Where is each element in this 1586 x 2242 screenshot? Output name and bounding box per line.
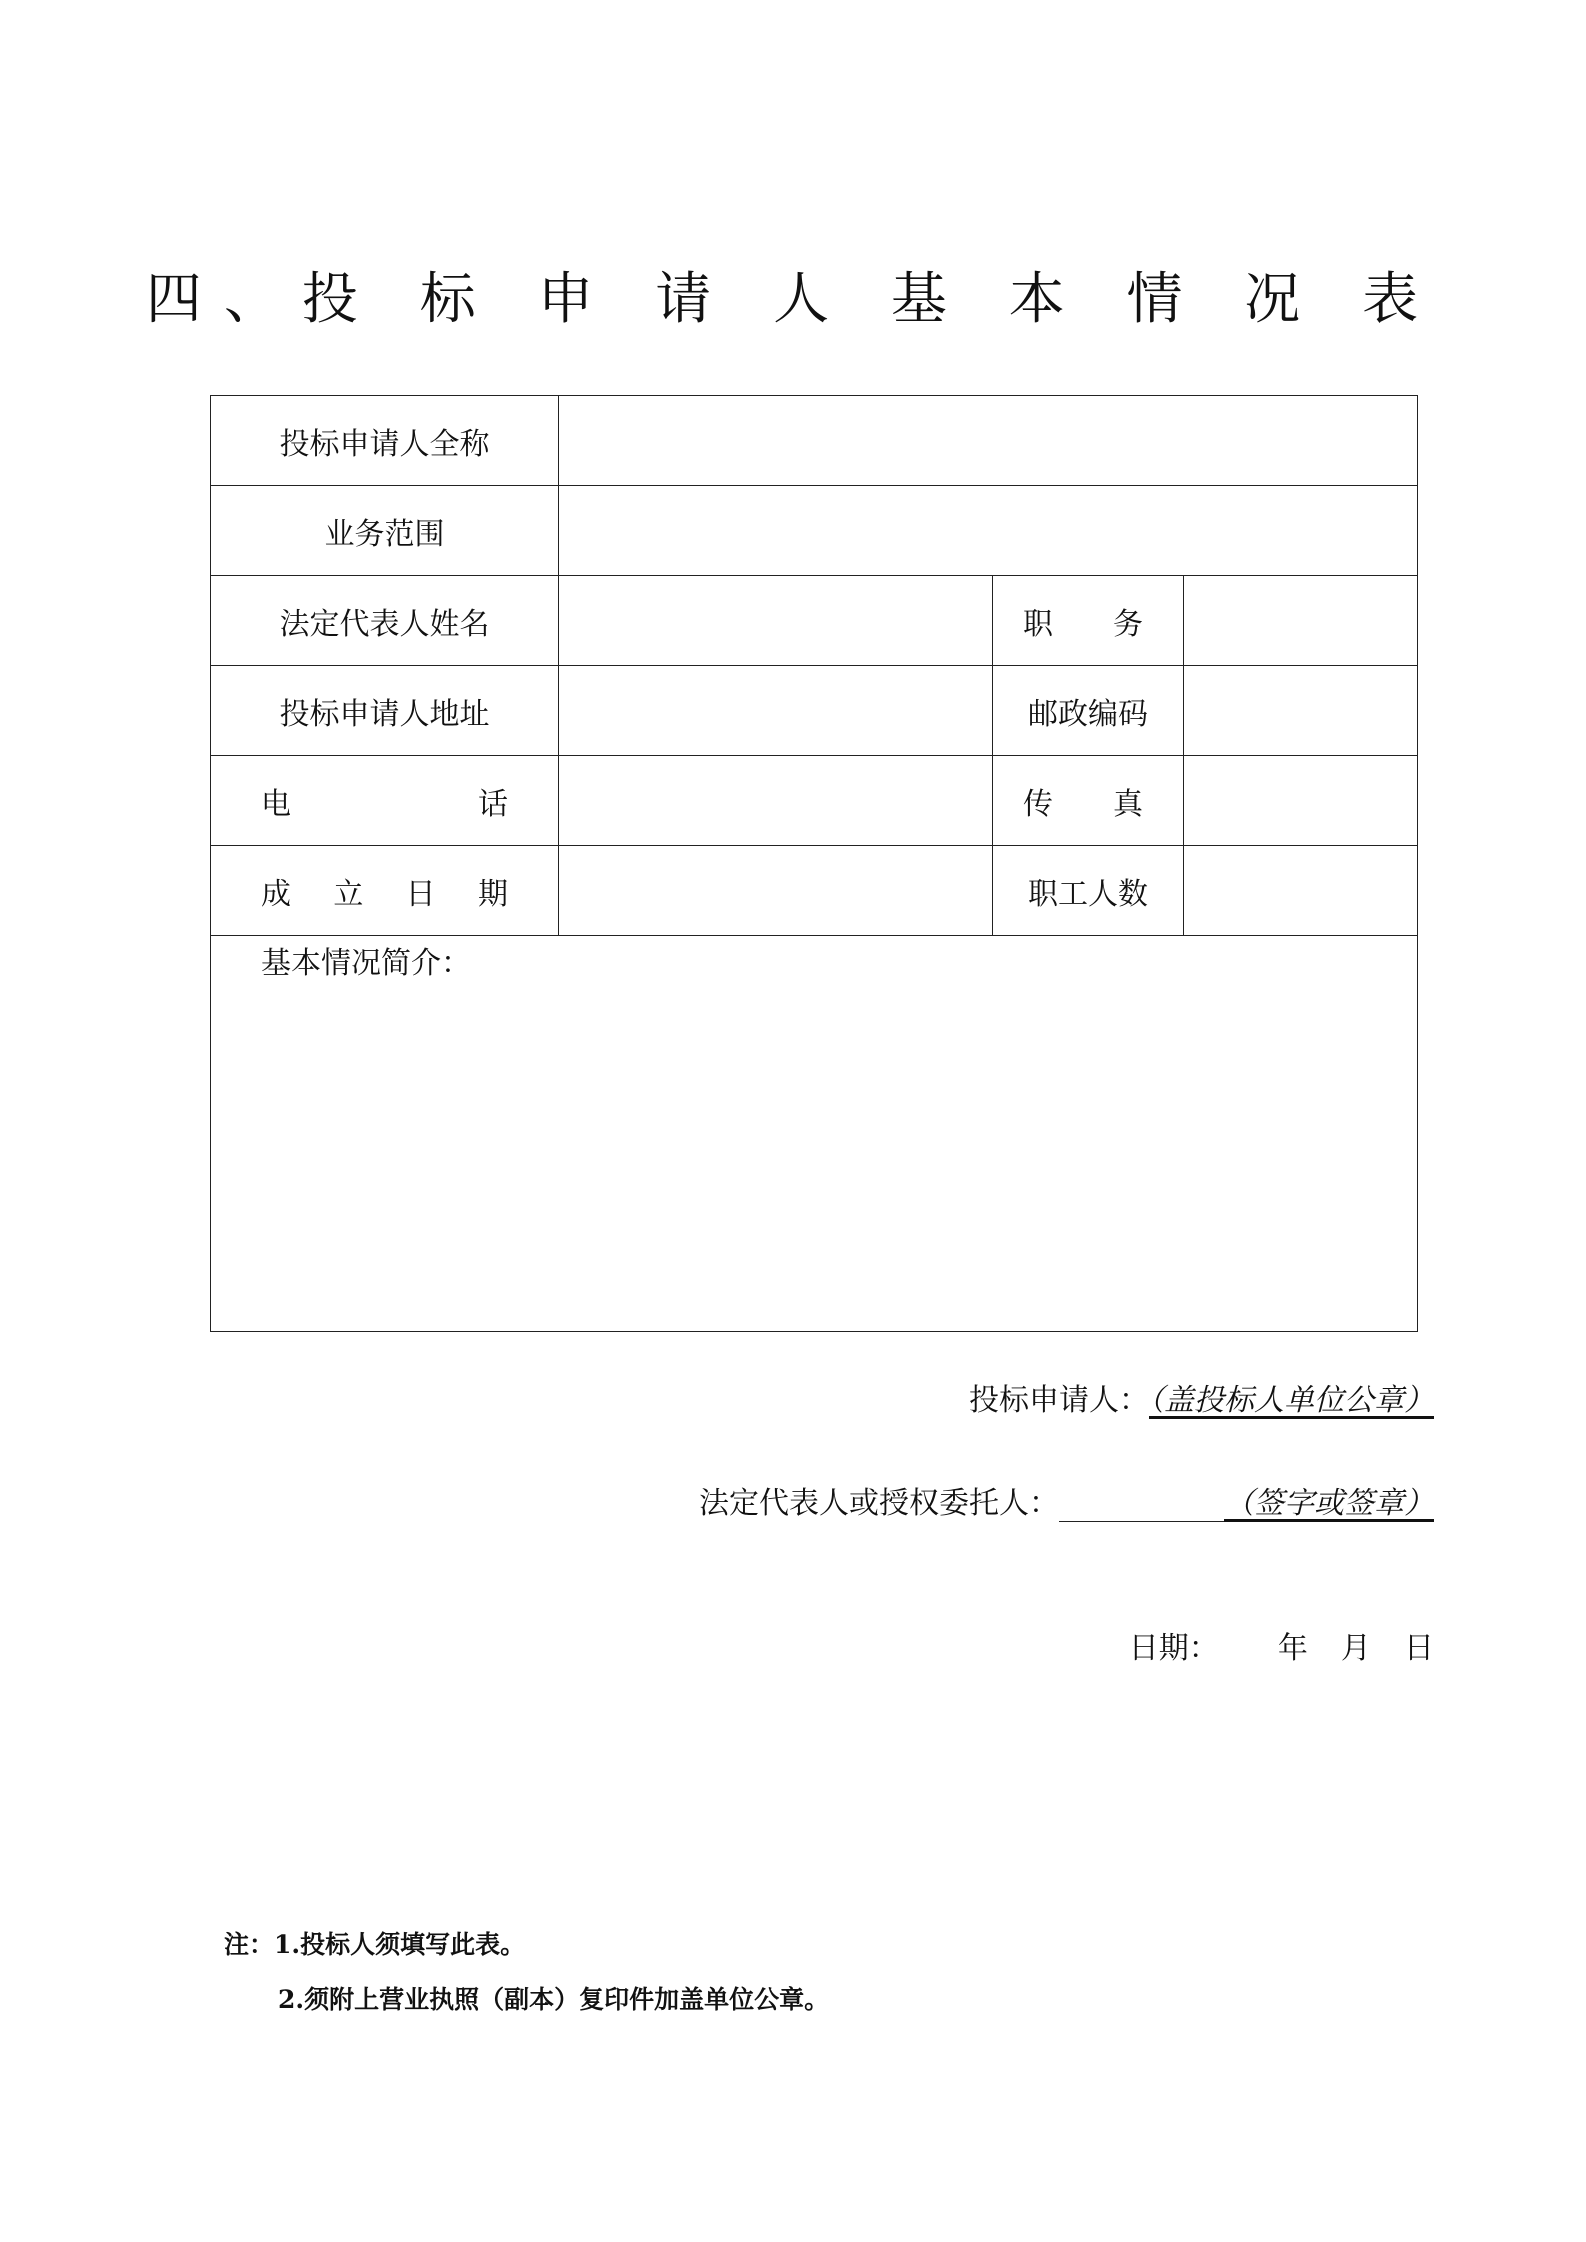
date-line	[1129, 1623, 1434, 1667]
table-row	[211, 576, 1418, 666]
note-1: 注：1.投标人须填写此表。	[224, 1930, 526, 1959]
phone-label-char: 话	[478, 786, 508, 822]
position-label-char: 职	[1023, 606, 1053, 642]
applicant-signature-line	[969, 1375, 1434, 1419]
table-row	[211, 936, 1418, 1332]
fax-label-char: 真	[1113, 786, 1143, 822]
applicant-info-table	[210, 395, 1418, 1332]
business-scope-label: 业务范围	[211, 486, 559, 576]
date-year: 年	[1277, 1631, 1308, 1666]
founding-date-char: 日	[405, 876, 436, 912]
date-label: 日期：	[1128, 1631, 1219, 1666]
table-row	[211, 666, 1418, 756]
note-2: 2.须附上营业执照（副本）复印件加盖单位公章。	[278, 1985, 830, 2014]
rep-label: 法定代表人或授权委托人：	[699, 1486, 1059, 1521]
postal-code-label: 邮政编码	[993, 666, 1184, 756]
business-scope-field[interactable]	[559, 486, 1418, 576]
legal-rep-name-field[interactable]	[559, 576, 993, 666]
founding-date-field[interactable]	[559, 846, 993, 936]
fax-label-char: 传	[1023, 786, 1053, 822]
table-row	[211, 486, 1418, 576]
founding-date-char: 立	[333, 876, 364, 912]
employees-field[interactable]	[1184, 846, 1418, 936]
table-row	[211, 756, 1418, 846]
full-name-field[interactable]	[559, 396, 1418, 486]
fax-field[interactable]	[1184, 756, 1418, 846]
phone-label-char: 电	[261, 786, 291, 822]
legal-rep-name-label: 法定代表人姓名	[211, 576, 559, 666]
intro-label: 基本情况简介：	[261, 946, 471, 981]
intro-field[interactable]	[211, 936, 1418, 1332]
founding-date-char: 期	[477, 876, 508, 912]
table-row	[211, 846, 1418, 936]
address-field[interactable]	[559, 666, 993, 756]
fax-label	[993, 756, 1184, 846]
full-name-label: 投标申请人全称	[211, 396, 559, 486]
phone-field[interactable]	[559, 756, 993, 846]
applicant-label: 投标申请人：	[969, 1383, 1149, 1418]
founding-date-char: 成	[261, 876, 291, 912]
postal-code-field[interactable]	[1184, 666, 1418, 756]
date-month: 月	[1340, 1631, 1371, 1666]
founding-date-label	[211, 846, 559, 936]
date-day: 日	[1404, 1631, 1434, 1666]
applicant-seal-field[interactable]: （盖投标人单位公章）	[1149, 1383, 1434, 1418]
employees-label: 职工人数	[993, 846, 1184, 936]
table-row	[211, 396, 1418, 486]
position-label-char: 务	[1113, 606, 1143, 642]
position-field[interactable]	[1184, 576, 1418, 666]
rep-signature-blank[interactable]	[1059, 1491, 1224, 1522]
position-label	[993, 576, 1184, 666]
page-title: 四、投 标 申 请 人 基 本 情 况 表	[145, 267, 1441, 332]
rep-signature-field[interactable]: （签字或签章）	[1224, 1486, 1434, 1521]
rep-signature-line	[699, 1478, 1434, 1522]
phone-label	[211, 756, 559, 846]
address-label: 投标申请人地址	[211, 666, 559, 756]
